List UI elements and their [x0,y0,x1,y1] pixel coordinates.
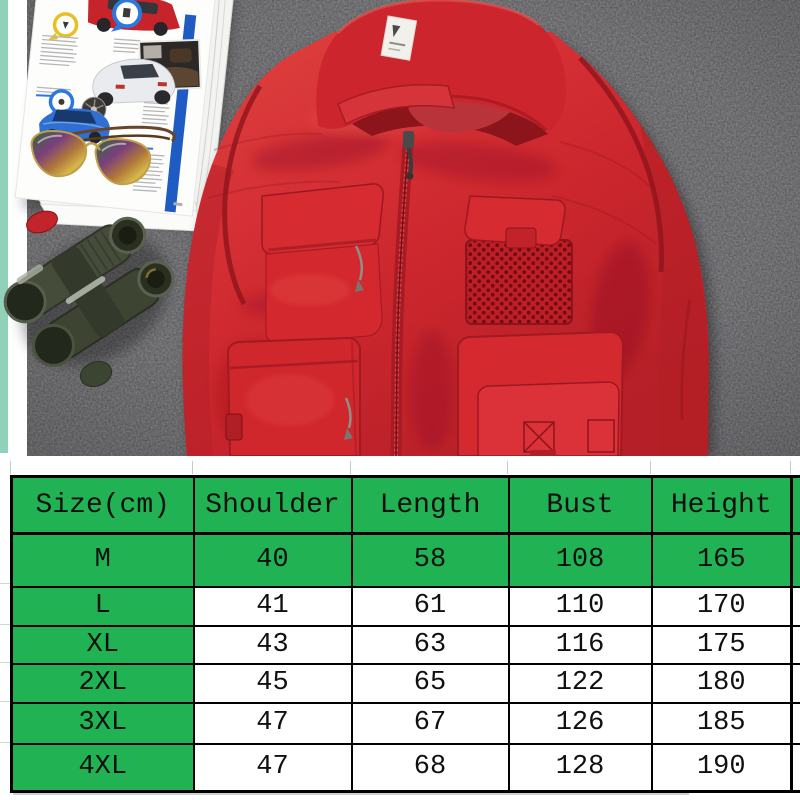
collar-tag [381,16,417,60]
table-row-4xl [12,744,800,792]
value-cell: 63 [352,626,509,664]
value-cell: 65 [352,664,509,703]
value-cell: 67 [352,703,509,744]
gridline-tick [350,461,351,474]
gridline-tick [0,742,10,743]
pocket-tab [506,228,536,248]
value-cell: 41 [194,587,352,626]
gridline-tick [10,461,11,474]
cutoff-column [792,703,800,744]
value-cell: 126 [509,703,652,744]
value-cell: 58 [352,534,509,587]
size-cell: M [12,534,194,587]
col-header-height: Height [652,477,792,534]
col-header-bust: Bust [509,477,652,534]
value-cell: 61 [352,587,509,626]
table-row-m [12,534,800,587]
size-cell: 2XL [12,664,194,703]
left-accent-strip [0,0,8,453]
value-cell: 185 [652,703,792,744]
gridline-tick [0,701,10,702]
value-cell: 47 [194,703,352,744]
col-header-size: Size(cm) [12,477,194,534]
value-cell: 40 [194,534,352,587]
col-header-length: Length [352,477,509,534]
value-cell: 110 [509,587,652,626]
cutoff-column [792,626,800,664]
table-row-3xl [12,703,800,744]
gridline-tick [790,461,791,474]
value-cell: 108 [509,534,652,587]
gridline-tick [507,461,508,474]
gridline-tick [0,662,10,663]
value-cell: 45 [194,664,352,703]
value-cell: 47 [194,744,352,792]
vest-collar [316,0,566,146]
value-cell: 43 [194,626,352,664]
pocket-side-tab [226,414,242,440]
gridline-tick [192,461,193,474]
chest-pocket-right [465,196,572,324]
size-cell: L [12,587,194,626]
table-header-row [12,477,800,534]
value-cell: 190 [652,744,792,792]
value-cell: 175 [652,626,792,664]
size-chart-table [10,475,800,793]
table-row-2xl [12,664,800,703]
gridline-tick [0,583,10,584]
cutoff-column [792,534,800,587]
cutoff-column [792,587,800,626]
cutoff-column [792,664,800,703]
table-row-xl [12,626,800,664]
value-cell: 128 [509,744,652,792]
mesh-pocket-panel [466,240,572,324]
cutoff-column [792,477,800,534]
cargo-pocket-left [226,338,360,456]
value-cell: 180 [652,664,792,703]
size-cell: XL [12,626,194,664]
gridline-tick [650,461,651,474]
value-cell: 68 [352,744,509,792]
size-cell: 4XL [12,744,194,792]
gridline-bottom [13,793,689,795]
gridline-tick [0,624,10,625]
cutoff-column [792,744,800,792]
value-cell: 122 [509,664,652,703]
value-cell: 116 [509,626,652,664]
size-cell: 3XL [12,703,194,744]
value-cell: 165 [652,534,792,587]
table-row-l [12,587,800,626]
chest-pocket-left [262,184,383,344]
value-cell: 170 [652,587,792,626]
zipper-slider [403,131,414,148]
col-header-shoulder: Shoulder [194,477,352,534]
